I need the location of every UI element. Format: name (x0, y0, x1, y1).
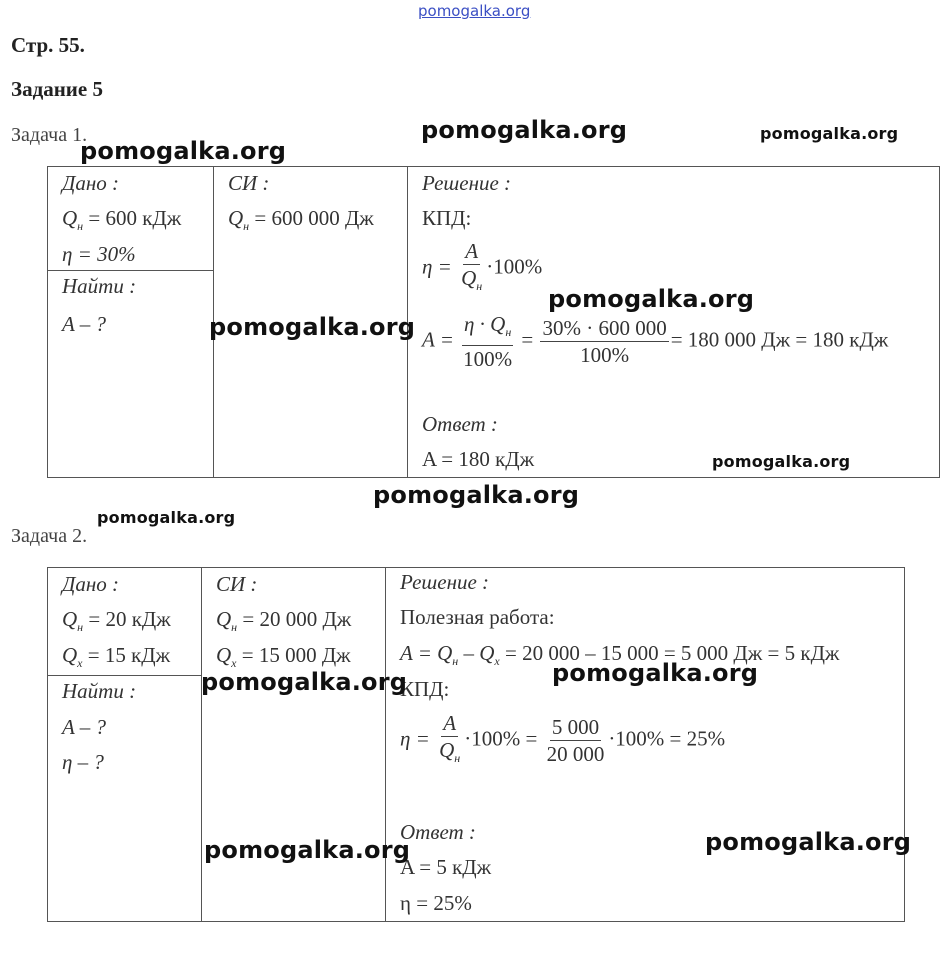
task2-given-qn: $Q_н = 20$ кДж (62, 607, 171, 635)
task2-si-col (202, 568, 386, 922)
task2-find-header: Найти : (62, 679, 137, 703)
task1-given-qn: $Q_н = 600$ кДж (62, 206, 182, 234)
watermark: pomogalka.org (373, 481, 580, 509)
task1-given-eta: η = 30% (62, 242, 136, 266)
task1-fraction-a-over-q: $\frac{A}{Q_н}$ (461, 239, 483, 294)
task1-given-col (48, 167, 214, 478)
task1-si-qn: $Q_н = 600$ 000 Дж (228, 206, 374, 234)
task2-find-a: A – ? (62, 715, 106, 739)
task2-si-qx: $Q_х = 15$ 000 Дж (216, 643, 351, 671)
task1-find-header: Найти : (62, 274, 137, 298)
task2-kpd-eq: η = $\frac{A}{Q_н}$ ·100% = $\frac{5 000}{20 000}$ ·100% = 25% (400, 711, 725, 770)
task2-solution-header: Решение : (400, 570, 490, 594)
task2-fraction-2: $\frac{5 000}{20 000}$ (546, 715, 605, 767)
site-link[interactable]: pomogalka.org (418, 2, 531, 20)
watermark: pomogalka.org (209, 313, 416, 341)
task1-kpd-label: КПД: (422, 206, 472, 230)
task2-useful-work-label: Полезная работа: (400, 605, 555, 629)
task1-kpd-formula: η = $\frac{A}{Q_н}$ ·100% (422, 239, 542, 298)
task1-fraction-1: $\frac{\eta \cdot Q_н}{100\%}$ (463, 312, 513, 372)
task1-answer: A = 180 кДж (422, 447, 535, 471)
task1-fraction-2: $\frac{30\% \cdot 600 000}{100\%}$ (542, 316, 667, 368)
task2-label: Задача 2. (11, 525, 88, 547)
watermark: pomogalka.org (97, 508, 236, 527)
task2-given-header: Дано : (62, 572, 120, 596)
task1-si-header: СИ : (228, 171, 270, 195)
task1-calc: A = $\frac{\eta \cdot Q_н}{100\%}$ = $\frac{30\% \cdot 600 000}{100\%}$ = 180 000 Дж = 180 кДж (422, 312, 889, 372)
watermark: pomogalka.org (201, 668, 408, 696)
watermark: pomogalka.org (204, 836, 411, 864)
task1-given-divider (47, 270, 214, 271)
task1-given-header: Дано : (62, 171, 120, 195)
task2-answer-a: A = 5 кДж (400, 855, 492, 879)
task2-table (47, 567, 905, 922)
task2-si-qn: $Q_н = 20$ 000 Дж (216, 607, 352, 635)
assignment-label: Задание 5 (11, 77, 103, 101)
watermark: pomogalka.org (552, 659, 759, 687)
watermark: pomogalka.org (421, 116, 628, 144)
watermark: pomogalka.org (80, 137, 287, 165)
task2-given-col (48, 568, 202, 922)
watermark: pomogalka.org (760, 124, 899, 143)
task2-solution-col (386, 568, 905, 922)
watermark: pomogalka.org (548, 285, 755, 313)
task2-answer-header: Ответ : (400, 820, 476, 844)
task1-table (47, 166, 940, 478)
task2-kpd-label: КПД: (400, 677, 450, 701)
page-label: Стр. 55. (11, 33, 85, 57)
task2-work-eq: $A = Q_н - Q_х = 20$ 000 – 15 000 = 5 000 Дж = 5 кДж (400, 641, 840, 669)
task2-fraction-1: $\frac{A}{Q_н}$ (439, 711, 461, 766)
task2-find-eta: η – ? (62, 750, 104, 774)
task1-answer-header: Ответ : (422, 412, 498, 436)
task2-given-divider (47, 675, 202, 676)
task2-answer-eta: η = 25% (400, 891, 472, 915)
watermark: pomogalka.org (705, 828, 912, 856)
watermark: pomogalka.org (712, 452, 851, 471)
task1-find-a: A – ? (62, 312, 106, 336)
task1-solution-col (408, 167, 940, 478)
task1-label: Задача 1. (11, 124, 88, 146)
task1-solution-header: Решение : (422, 171, 512, 195)
task2-si-header: СИ : (216, 572, 258, 596)
task2-given-qx: $Q_х = 15$ кДж (62, 643, 171, 671)
